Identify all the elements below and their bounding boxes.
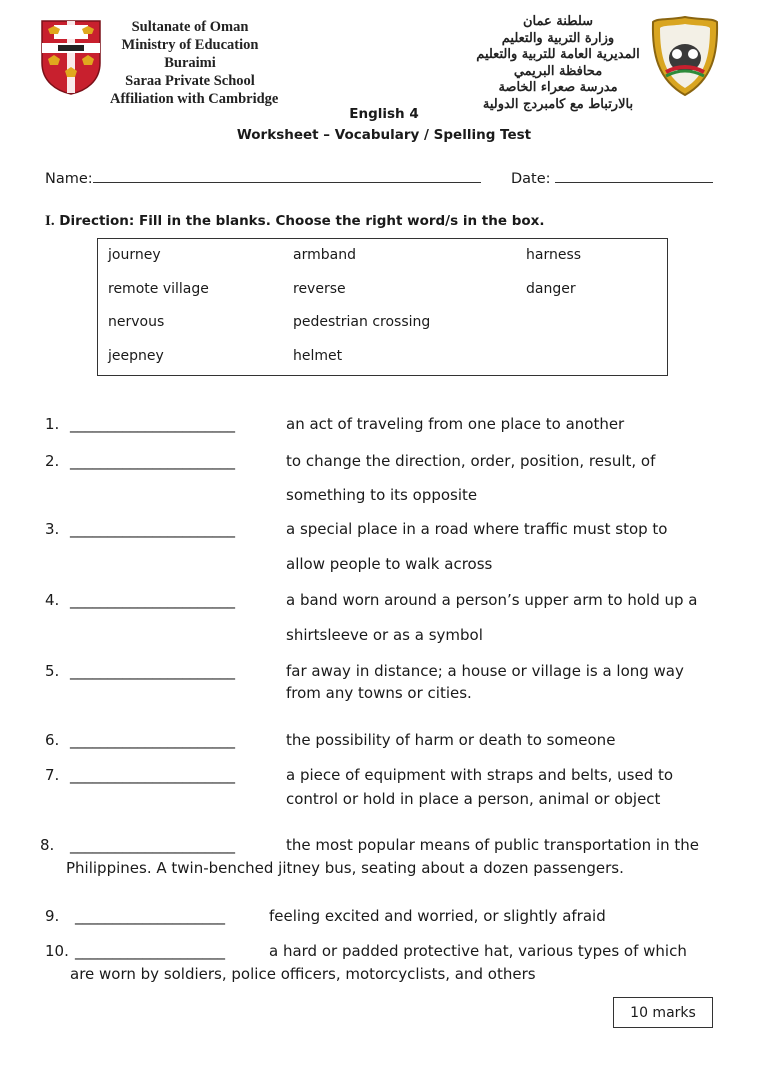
word-option: danger (526, 281, 576, 297)
direction-text: Direction: Fill in the blanks. Choose the right word/s in the box. (59, 213, 545, 229)
answer-blank[interactable]: ____________________ (75, 907, 225, 925)
header-line: Affiliation with Cambridge (110, 91, 279, 107)
question-definition: a special place in a road where traffic must stop to (286, 520, 668, 538)
header-line: مدرسة صعراء الخاصة (498, 80, 618, 95)
header-line: Saraa Private School (125, 73, 255, 89)
marks-label: 10 marks (630, 1004, 696, 1021)
header-line: بالارتباط مع كامبردج الدولية (482, 96, 634, 112)
marks-box (613, 997, 713, 1028)
word-option: helmet (293, 348, 343, 364)
answer-blank[interactable]: ______________________ (70, 452, 235, 470)
question-definition: far away in distance; a house or village is a long way (286, 662, 684, 680)
question-definition: a hard or padded protective hat, various types of which (269, 942, 687, 960)
word-option: remote village (108, 281, 209, 297)
header-line: Sultanate of Oman (131, 19, 249, 35)
word-option: harness (526, 247, 582, 263)
date-line[interactable] (555, 182, 713, 183)
question-definition: something to its opposite (286, 486, 478, 504)
name-field[interactable] (45, 171, 481, 187)
word-option: armband (293, 247, 356, 263)
school-badge-icon (650, 14, 720, 98)
question-definition: the possibility of harm or death to someone (286, 731, 616, 749)
question-definition: a band worn around a person’s upper arm to hold up a (286, 591, 698, 609)
question-number: 6. (45, 731, 60, 749)
answer-blank[interactable]: ______________________ (70, 836, 235, 854)
direction (45, 213, 545, 230)
question-number: 4. (45, 591, 60, 609)
question-definition: to change the direction, order, position, result, of (286, 452, 656, 470)
question-definition: an act of traveling from one place to another (286, 415, 625, 433)
question-number: 3. (45, 520, 60, 538)
school-header-english (110, 18, 279, 108)
question-definition: allow people to walk across (286, 555, 493, 573)
header-line: وزارة التربية والتعليم (501, 30, 615, 46)
question-number: 7. (45, 766, 60, 784)
question-definition-wrap: Philippines. A twin-benched jitney bus, seating about a dozen passengers. (66, 859, 624, 877)
word-option: jeepney (108, 348, 164, 364)
question-number: 2. (45, 452, 60, 470)
answer-blank[interactable]: ____________________ (75, 942, 225, 960)
answer-blank[interactable]: ______________________ (70, 731, 235, 749)
date-label: Date: (511, 171, 551, 187)
worksheet-title: Worksheet – Vocabulary / Spelling Test (236, 127, 532, 143)
answer-blank[interactable]: ______________________ (70, 662, 235, 680)
question-definition: control or hold in place a person, animal or object (286, 790, 661, 808)
question-definition: feeling excited and worried, or slightly afraid (269, 907, 606, 925)
word-option: reverse (293, 281, 346, 297)
word-option: nervous (108, 314, 165, 330)
word-option: pedestrian crossing (293, 314, 431, 330)
course-title: English 4 (349, 106, 419, 122)
question-definition-wrap: are worn by soldiers, police officers, motorcyclists, and others (70, 965, 536, 983)
header-line: سلطنة عمان (522, 14, 594, 29)
question-definition: the most popular means of public transportation in the (286, 836, 699, 854)
answer-blank[interactable]: ______________________ (70, 520, 235, 538)
school-header-arabic (468, 14, 648, 113)
answer-blank[interactable]: ______________________ (70, 591, 235, 609)
answer-blank[interactable]: ______________________ (70, 415, 235, 433)
question-number: 5. (45, 662, 60, 680)
name-label: Name: (45, 171, 93, 187)
question-definition: from any towns or cities. (286, 684, 472, 702)
cambridge-crest-icon (40, 19, 102, 95)
question-number: 10. (45, 942, 69, 960)
word-option: journey (108, 247, 161, 263)
question-number: 1. (45, 415, 60, 433)
name-line[interactable] (93, 182, 481, 183)
answer-blank[interactable]: ______________________ (70, 766, 235, 784)
header-line: المديرية العامة للتربية والتعليم (476, 47, 640, 62)
date-field[interactable] (511, 171, 713, 187)
question-definition: shirtsleeve or as a symbol (286, 626, 483, 644)
direction-number: I. (45, 213, 55, 229)
header-line: Ministry of Education (121, 37, 259, 53)
question-number: 8. (40, 836, 55, 854)
header-line: محافظة البريمي (513, 63, 603, 79)
question-definition: a piece of equipment with straps and belts, used to (286, 766, 674, 784)
word-box (97, 238, 668, 376)
question-number: 9. (45, 907, 60, 925)
header-line: Buraimi (164, 55, 216, 71)
